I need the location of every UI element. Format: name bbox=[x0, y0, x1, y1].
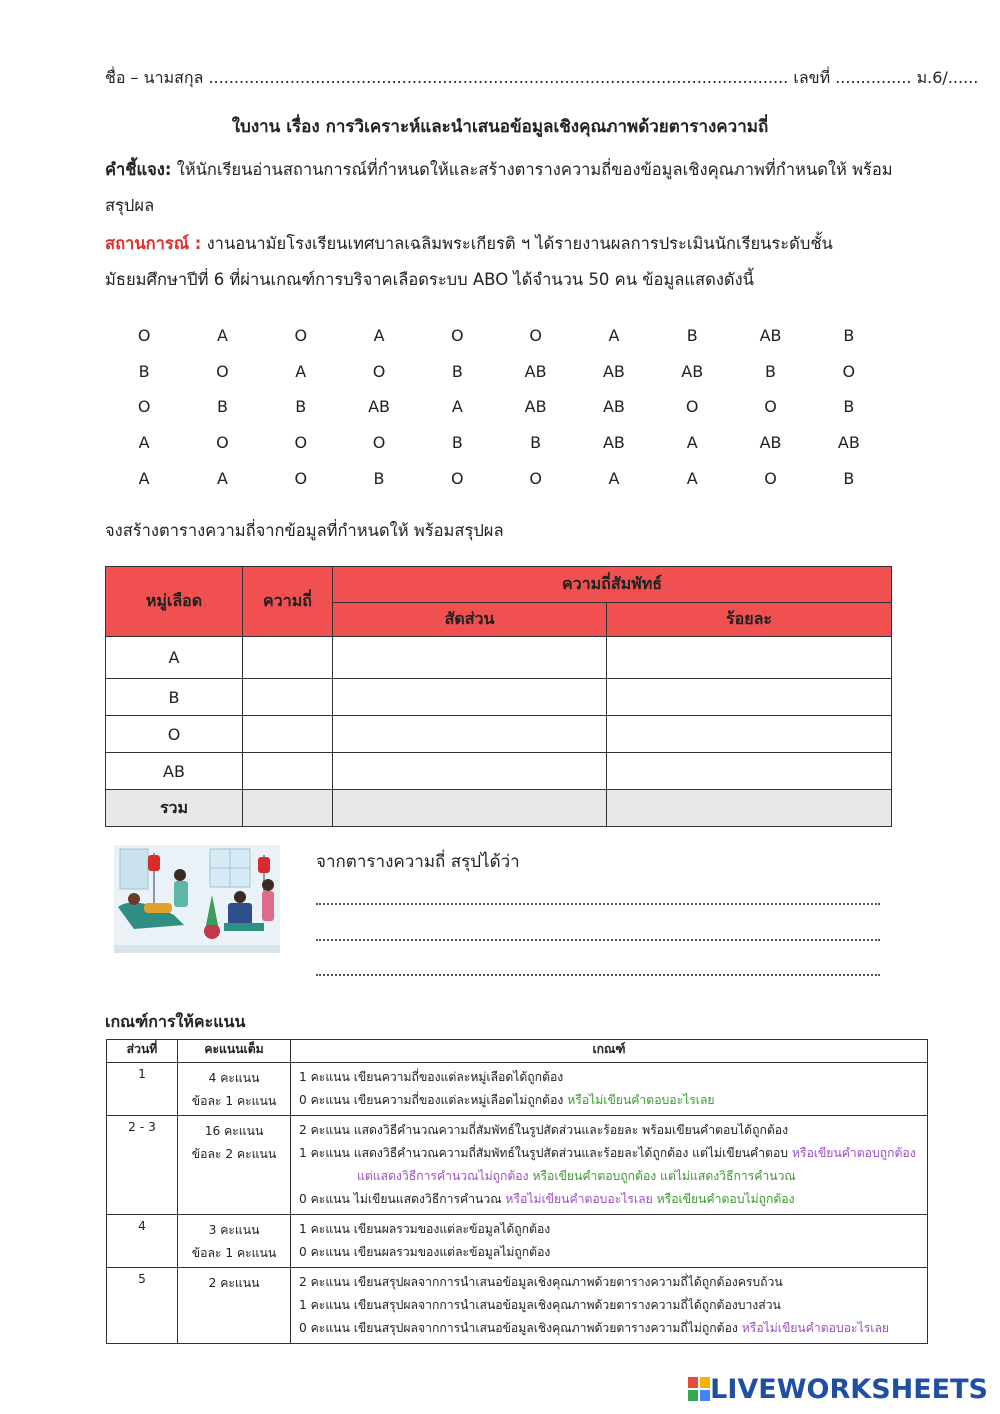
task-text: จงสร้างตารางความถี่จากข้อมูลที่กำหนดให้ พร้อมสรุปผล bbox=[105, 521, 504, 540]
table-row bbox=[106, 753, 892, 790]
situation-text: งานอนามัยโรงเรียนเทศบาลเฉลิมพระเกียรติ ฯ ได้รายงานผลการประเมินนักเรียนระดับชั้นมัธยมศึกษาปีที่ 6 ที่ผ่านเกณฑ์การบริจาคเลือดระบบ ABO ได้จำนวน 50 คน ข้อมูลแสดงดังนี้ bbox=[105, 234, 833, 289]
instructions bbox=[105, 152, 905, 224]
data-row bbox=[105, 389, 888, 425]
blood-type-cell: O bbox=[529, 468, 542, 488]
total-row bbox=[106, 790, 892, 827]
number-blank[interactable]: ............... bbox=[835, 68, 912, 87]
class-label[interactable]: ม.6/...... bbox=[916, 68, 979, 87]
part-number: 2 - 3 bbox=[107, 1116, 178, 1215]
blood-type-cell: A bbox=[686, 468, 698, 488]
worksheet-title: ใบงาน เรื่อง การวิเคราะห์และนำเสนอข้อมูลเชิงคุณภาพด้วยตารางความถี่ bbox=[231, 117, 769, 137]
liveworksheets-icon bbox=[688, 1377, 710, 1401]
criteria-line: 0 คะแนน ไม่เขียนแสดงวิธีการคำนวณ หรือไม่เขียนคำตอบอะไรเลย หรือเขียนคำตอบไม่ถูกต้อง bbox=[299, 1192, 795, 1206]
criteria-line: 0 คะแนน เขียนสรุปผลจากการนำเสนอข้อมูลเชิงคุณภาพด้วยตารางความถี่ไม่ถูกต้อง หรือไม่เขียนคำตอบอะไรเลย bbox=[299, 1321, 890, 1335]
blood-type-cell: A bbox=[451, 397, 463, 417]
total-ratio-cell[interactable] bbox=[333, 790, 607, 827]
total-percent-cell[interactable] bbox=[607, 790, 892, 827]
logo-text: LIVEWORKSHEETS bbox=[710, 1374, 988, 1405]
blood-type-cell: O bbox=[842, 361, 856, 381]
col-blood-group: หมู่เลือด bbox=[106, 567, 243, 637]
situation bbox=[105, 226, 905, 298]
criteria-text bbox=[291, 1215, 928, 1268]
blood-type-cell: A bbox=[373, 326, 385, 346]
col-ratio: สัดส่วน bbox=[333, 603, 607, 637]
col-full-score: คะแนนเต็ม bbox=[178, 1040, 291, 1063]
conclusion-label: จากตารางความถี่ สรุปได้ว่า bbox=[316, 852, 520, 872]
col-part: ส่วนที่ bbox=[107, 1040, 178, 1063]
blood-type-cell: A bbox=[608, 468, 620, 488]
blood-type-cell: AB bbox=[681, 361, 704, 381]
row-label: O bbox=[106, 716, 243, 753]
blood-type-cell: B bbox=[138, 361, 150, 381]
blood-type-cell: B bbox=[451, 361, 463, 381]
frequency-cell[interactable] bbox=[243, 753, 333, 790]
conclusion-line-1[interactable] bbox=[316, 902, 880, 905]
blood-type-cell: B bbox=[295, 397, 307, 417]
criteria-line: 1 คะแนน เขียนผลรวมของแต่ละข้อมูลได้ถูกต้อง bbox=[299, 1222, 551, 1236]
blood-type-cell: O bbox=[764, 397, 777, 417]
blood-type-cell: O bbox=[294, 468, 308, 488]
data-row bbox=[105, 460, 888, 496]
blood-type-cell: A bbox=[216, 326, 228, 346]
blood-type-cell: O bbox=[294, 326, 308, 346]
data-row bbox=[105, 425, 888, 461]
total-frequency-cell[interactable] bbox=[243, 790, 333, 827]
full-score-value: 2 คะแนน bbox=[208, 1276, 260, 1290]
liveworksheets-logo[interactable] bbox=[688, 1374, 988, 1405]
blood-type-cell: O bbox=[451, 468, 464, 488]
full-score-value: 3 คะแนน bbox=[208, 1223, 260, 1237]
conclusion-line-2[interactable] bbox=[316, 938, 880, 941]
student-info-line bbox=[105, 66, 978, 91]
criteria-row bbox=[107, 1063, 928, 1116]
blood-type-cell: B bbox=[530, 433, 542, 453]
full-score bbox=[178, 1116, 291, 1215]
criteria-table bbox=[106, 1039, 928, 1344]
criteria-line: แต่แสดงวิธีการคำนวณไม่ถูกต้อง หรือเขียนคำตอบถูกต้อง แต่ไม่แสดงวิธีการคำนวณ bbox=[357, 1169, 796, 1183]
number-label: เลขที่ bbox=[793, 68, 831, 87]
ratio-cell[interactable] bbox=[333, 679, 607, 716]
ratio-cell[interactable] bbox=[333, 716, 607, 753]
frequency-cell[interactable] bbox=[243, 716, 333, 753]
blood-type-cell: AB bbox=[524, 361, 547, 381]
score-per-item: ข้อละ 1 คะแนน bbox=[191, 1094, 277, 1108]
frequency-table bbox=[105, 566, 892, 827]
score-per-item: ข้อละ 2 คะแนน bbox=[191, 1147, 277, 1161]
criteria-line: 0 คะแนน เขียนความถี่ของแต่ละหมู่เลือดไม่ถูกต้อง หรือไม่เขียนคำตอบอะไรเลย bbox=[299, 1093, 715, 1107]
blood-type-cell: B bbox=[765, 361, 777, 381]
criteria-text bbox=[291, 1063, 928, 1116]
blood-type-cell: AB bbox=[368, 397, 390, 417]
percent-cell[interactable] bbox=[607, 637, 892, 679]
table-row bbox=[106, 716, 892, 753]
full-score bbox=[178, 1063, 291, 1116]
blood-donation-icon bbox=[114, 845, 280, 953]
blood-type-cell: A bbox=[295, 361, 307, 381]
name-label: ชื่อ – นามสกุล bbox=[105, 68, 204, 87]
table-row bbox=[106, 637, 892, 679]
blood-data-grid bbox=[105, 318, 888, 496]
blood-type-cell: AB bbox=[759, 433, 782, 453]
criteria-text bbox=[291, 1268, 928, 1344]
row-label: B bbox=[106, 679, 243, 716]
criteria-line: 1 คะแนน แสดงวิธีคำนวณความถี่สัมพัทธ์ในรูปสัดส่วนและร้อยละได้ถูกต้อง แต่ไม่เขียนคำตอบ หรือเขียนคำตอบถูกต้อง bbox=[299, 1146, 916, 1160]
blood-type-cell: O bbox=[685, 397, 699, 417]
frequency-cell[interactable] bbox=[243, 637, 333, 679]
blood-type-cell: AB bbox=[524, 397, 547, 417]
blood-type-cell: B bbox=[451, 433, 463, 453]
blood-type-cell: B bbox=[373, 468, 385, 488]
criteria-row bbox=[107, 1116, 928, 1215]
blood-type-cell: AB bbox=[759, 326, 782, 346]
criteria-line: 0 คะแนน เขียนผลรวมของแต่ละข้อมูลไม่ถูกต้อง bbox=[299, 1245, 551, 1259]
table-row bbox=[106, 679, 892, 716]
percent-cell[interactable] bbox=[607, 716, 892, 753]
col-percent: ร้อยละ bbox=[607, 603, 892, 637]
col-criteria: เกณฑ์ bbox=[291, 1040, 928, 1063]
blood-type-cell: B bbox=[843, 326, 855, 346]
ratio-cell[interactable] bbox=[333, 637, 607, 679]
criteria-row bbox=[107, 1268, 928, 1344]
col-relative-frequency: ความถี่สัมพัทธ์ bbox=[333, 567, 892, 603]
blood-type-cell: AB bbox=[602, 361, 625, 381]
instructions-label: คำชี้แจง: bbox=[105, 160, 172, 179]
blood-type-cell: O bbox=[216, 361, 229, 381]
blood-type-cell: O bbox=[216, 433, 229, 453]
blood-type-cell: O bbox=[451, 326, 464, 346]
row-label: AB bbox=[106, 753, 243, 790]
criteria-heading: เกณฑ์การให้คะแนน bbox=[105, 1012, 246, 1031]
full-score-value: 4 คะแนน bbox=[208, 1071, 260, 1085]
blood-donation-illustration bbox=[114, 845, 280, 953]
blood-type-cell: A bbox=[686, 433, 698, 453]
blood-type-cell: B bbox=[843, 397, 855, 417]
criteria-line: 2 คะแนน แสดงวิธีคำนวณความถี่สัมพัทธ์ในรูปสัดส่วนและร้อยละ พร้อมเขียนคำตอบได้ถูกต้อง bbox=[299, 1123, 789, 1137]
blood-type-cell: A bbox=[138, 433, 150, 453]
blood-type-cell: B bbox=[843, 468, 855, 488]
blood-type-cell: B bbox=[216, 397, 228, 417]
blood-type-cell: O bbox=[137, 397, 151, 417]
data-row bbox=[105, 318, 888, 354]
criteria-line: 1 คะแนน เขียนสรุปผลจากการนำเสนอข้อมูลเชิงคุณภาพด้วยตารางความถี่ได้ถูกต้องบางส่วน bbox=[299, 1298, 781, 1312]
blood-type-cell: A bbox=[608, 326, 620, 346]
conclusion-line-3[interactable] bbox=[316, 973, 880, 976]
blood-type-cell: O bbox=[529, 326, 542, 346]
full-score bbox=[178, 1268, 291, 1344]
criteria-line: 1 คะแนน เขียนความถี่ของแต่ละหมู่เลือดได้ถูกต้อง bbox=[299, 1070, 564, 1084]
part-number: 5 bbox=[107, 1268, 178, 1344]
score-per-item: ข้อละ 1 คะแนน bbox=[191, 1246, 277, 1260]
total-label: รวม bbox=[106, 790, 243, 827]
blood-type-cell: O bbox=[372, 361, 386, 381]
criteria-text bbox=[291, 1116, 928, 1215]
blood-type-cell: B bbox=[686, 326, 698, 346]
percent-cell[interactable] bbox=[607, 753, 892, 790]
criteria-line: 2 คะแนน เขียนสรุปผลจากการนำเสนอข้อมูลเชิงคุณภาพด้วยตารางความถี่ได้ถูกต้องครบถ้วน bbox=[299, 1275, 783, 1289]
blood-type-cell: A bbox=[216, 468, 228, 488]
col-frequency: ความถี่ bbox=[243, 567, 333, 637]
percent-cell[interactable] bbox=[607, 679, 892, 716]
full-score-value: 16 คะแนน bbox=[204, 1124, 264, 1138]
criteria-row bbox=[107, 1215, 928, 1268]
instructions-text: ให้นักเรียนอ่านสถานการณ์ที่กำหนดให้และสร้างตารางความถี่ของข้อมูลเชิงคุณภาพที่กำหนดให้ พร้อมสรุปผล bbox=[105, 160, 893, 215]
data-row bbox=[105, 354, 888, 390]
name-blank[interactable]: .................................................................................................................. bbox=[208, 68, 789, 87]
ratio-cell[interactable] bbox=[333, 753, 607, 790]
frequency-cell[interactable] bbox=[243, 679, 333, 716]
blood-type-cell: AB bbox=[837, 433, 860, 453]
blood-type-cell: AB bbox=[602, 433, 625, 453]
part-number: 1 bbox=[107, 1063, 178, 1116]
blood-type-cell: O bbox=[764, 468, 777, 488]
blood-type-cell: O bbox=[372, 433, 386, 453]
blood-type-cell: AB bbox=[602, 397, 625, 417]
blood-type-cell: O bbox=[294, 433, 308, 453]
row-label: A bbox=[106, 637, 243, 679]
part-number: 4 bbox=[107, 1215, 178, 1268]
blood-type-cell: A bbox=[138, 468, 150, 488]
blood-type-cell: O bbox=[137, 326, 151, 346]
full-score bbox=[178, 1215, 291, 1268]
situation-label: สถานการณ์ : bbox=[105, 234, 202, 253]
